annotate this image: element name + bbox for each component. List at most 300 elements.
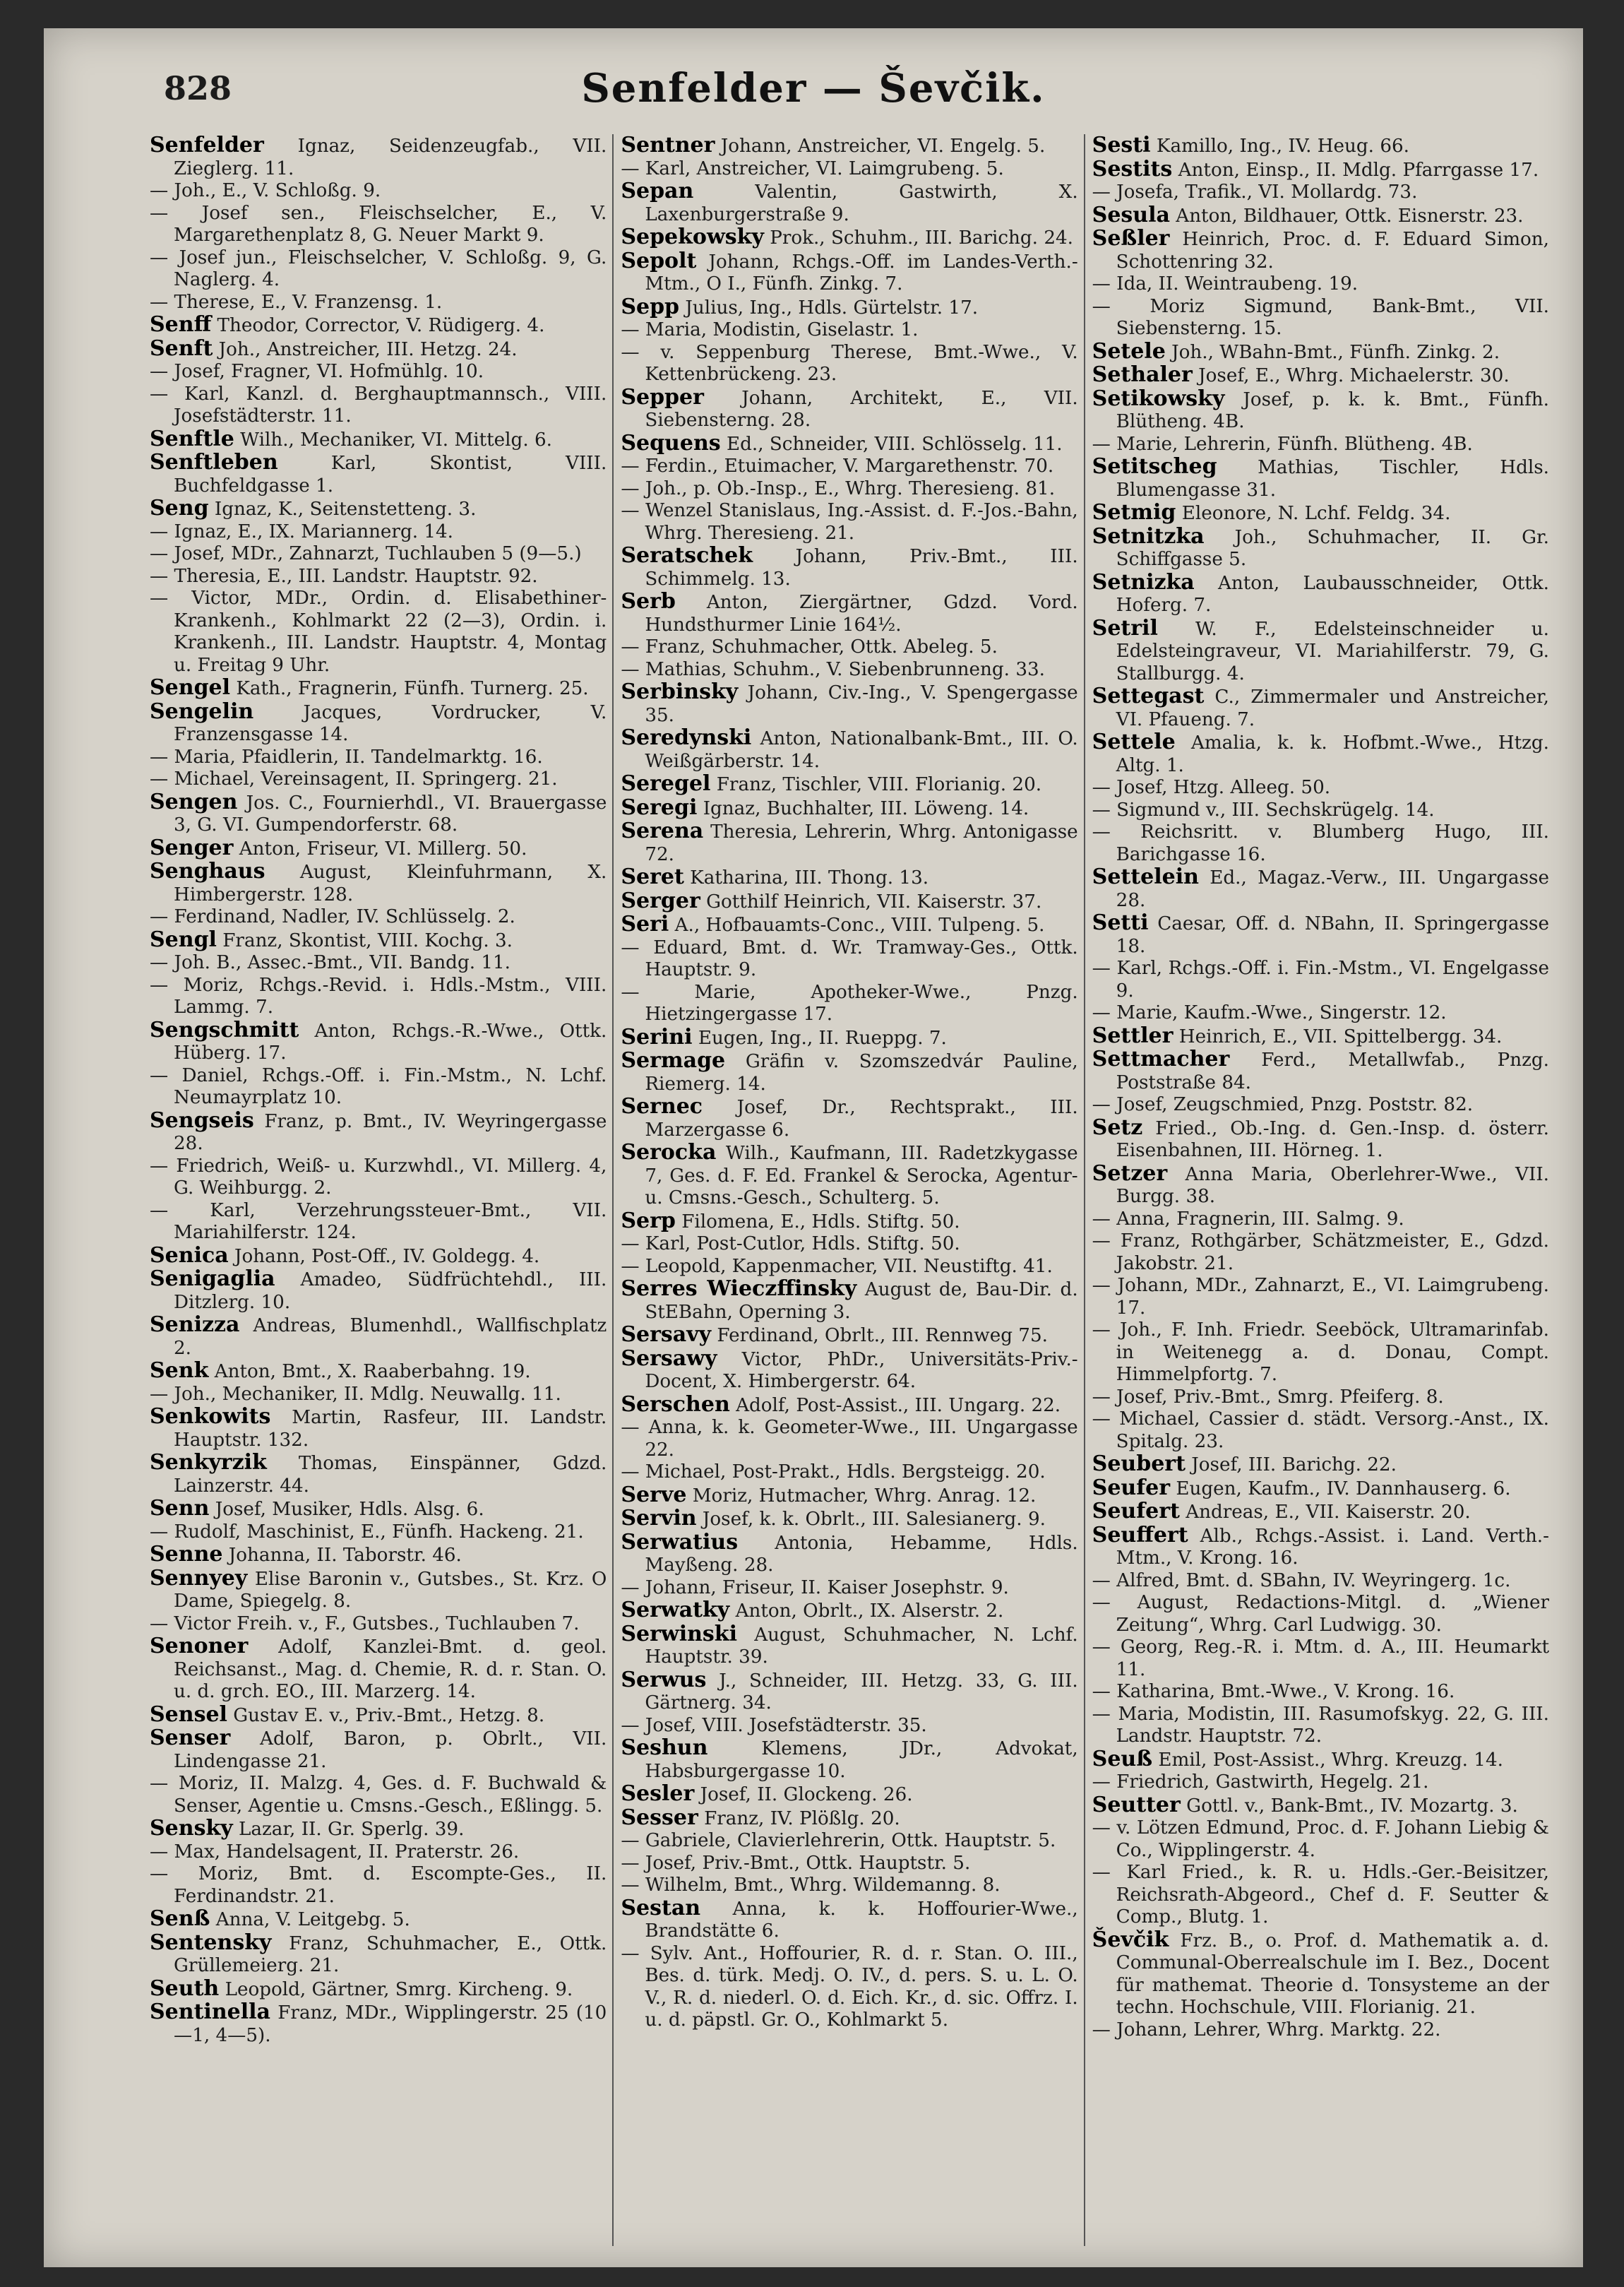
entry-text: Anton, Einsp., II. Mdlg. Pfarrgasse 17. <box>1178 159 1539 181</box>
entry-surname: Settegast <box>1092 684 1205 708</box>
entry-text: — Moriz, II. Malzg. 4, Ges. d. F. Buchwald & Senser, Agentie u. Cmsns.-Gesch., Eßlingg. 5. <box>150 1773 607 1817</box>
directory-entry <box>1092 388 1549 434</box>
directory-entry <box>1092 273 1549 296</box>
entry-surname: Setmig <box>1092 500 1176 525</box>
directory-entry <box>1092 1025 1549 1049</box>
directory-entry <box>1092 1704 1549 1748</box>
entry-text: Victor, PhDr., Universitäts-Priv.-Docent, X. Himbergerstr. 64. <box>645 1348 1078 1392</box>
directory-entry <box>621 773 1077 797</box>
directory-entry <box>150 292 607 314</box>
entry-surname: Serres Wieczffinsky <box>621 1276 857 1301</box>
directory-entry <box>1092 1160 1549 1208</box>
directory-entry <box>621 1830 1077 1853</box>
directory-entry <box>1092 1570 1549 1593</box>
entry-surname: Serocka <box>621 1140 717 1165</box>
entry-text: Moriz, Hutmacher, Whrg. Anrag. 12. <box>692 1485 1037 1507</box>
entry-text: Emil, Post-Assist., Whrg. Kreuzg. 14. <box>1158 1749 1503 1771</box>
entry-text: Ignaz, K., Seitenstetteng. 3. <box>214 499 477 520</box>
entry-text: — Wenzel Stanislaus, Ing.-Assist. d. F.-Jos.-Bahn, Whrg. Theresieng. 21. <box>621 500 1078 544</box>
entry-text: Theodor, Corrector, V. Rüdigerg. 4. <box>217 315 545 336</box>
entry-text: — Gabriele, Clavierlehrerin, Ottk. Hauptstr. 5. <box>621 1830 1056 1851</box>
entry-text: Franz, p. Bmt., IV. Weyringergasse 28. <box>174 1110 607 1154</box>
directory-entry <box>150 1863 607 1908</box>
entry-surname: Seufer <box>1092 1475 1171 1500</box>
entry-surname: Setikowsky <box>1092 386 1225 411</box>
entry-surname: Seret <box>621 865 684 889</box>
directory-entry <box>1092 821 1549 866</box>
directory-entry <box>621 1324 1077 1348</box>
directory-page <box>44 28 1583 2267</box>
entry-surname: Seuß <box>1092 1746 1153 1771</box>
entry-text: — Maria, Modistin, Giselastr. 1. <box>621 319 919 340</box>
entry-text: — Joh. B., Assec.-Bmt., VII. Bandg. 11. <box>150 952 511 973</box>
entry-text: Eugen, Kaufm., IV. Dannhauserg. 6. <box>1176 1478 1511 1499</box>
directory-entry <box>1092 1002 1549 1025</box>
entry-text: Ignaz, Seidenzeugfab., VII. Zieglerg. 11. <box>174 136 607 179</box>
directory-entry <box>150 837 607 861</box>
entry-surname: Sengen <box>150 789 238 814</box>
directory-entry <box>1092 134 1549 158</box>
entry-text: Eleonore, N. Lchf. Feldg. 34. <box>1181 503 1451 524</box>
entry-surname: Senß <box>150 1906 210 1931</box>
directory-entry <box>621 1461 1077 1484</box>
entry-text: — Josef, Priv.-Bmt., Ottk. Hauptstr. 5. <box>621 1852 971 1874</box>
entry-surname: Senkyrzik <box>150 1450 267 1475</box>
directory-entry <box>150 768 607 791</box>
directory-entry <box>1092 1117 1549 1163</box>
entry-surname: Sengschmitt <box>150 1017 299 1042</box>
directory-entry <box>150 975 607 1019</box>
entry-surname: Sersavy <box>621 1322 712 1347</box>
entry-text: — Maria, Pfaidlerin, II. Tandelmarktg. 16. <box>150 746 543 768</box>
entry-text: Gustav E. v., Priv.-Bmt., Hetzg. 8. <box>233 1704 545 1726</box>
entry-text: — Max, Handelsagent, II. Praterstr. 26. <box>150 1841 520 1863</box>
directory-entry <box>150 1019 607 1065</box>
entry-text: Franz, Skontist, VIII. Kochg. 3. <box>222 929 513 951</box>
entry-surname: Setitscheg <box>1092 454 1217 479</box>
entry-text: Ferdinand, Obrlt., III. Rennweg 75. <box>717 1325 1048 1346</box>
directory-entry <box>621 319 1077 342</box>
directory-entry <box>150 543 607 566</box>
directory-entry <box>621 134 1077 158</box>
entry-text: Johann, Priv.-Bmt., III. Schimmelg. 13. <box>645 546 1078 590</box>
directory-entry <box>150 1841 607 1864</box>
entry-text: — Moriz, Bmt. d. Escompte-Ges., II. Ferdinandstr. 21. <box>150 1863 607 1907</box>
entry-text: — Karl, Anstreicher, VI. Laimgrubeng. 5. <box>621 158 1004 179</box>
entry-text: Lazar, II. Gr. Sperlg. 39. <box>239 1819 465 1840</box>
entry-text: Gotthilf Heinrich, VII. Kaiserstr. 37. <box>706 891 1042 913</box>
entry-text: Andreas, E., VII. Kaiserstr. 20. <box>1186 1502 1471 1523</box>
entry-surname: Setzer <box>1092 1160 1168 1186</box>
entry-text: — Moriz, Rchgs.-Revid. i. Hdls.-Mstm., VIII. Lammg. 7. <box>150 974 607 1018</box>
entry-surname: Sengel <box>150 675 231 700</box>
directory-entry <box>621 478 1077 501</box>
directory-entry <box>621 342 1077 386</box>
directory-entry <box>150 1701 607 1728</box>
entry-surname: Sermage <box>621 1048 726 1073</box>
directory-entry <box>1092 296 1549 340</box>
entry-surname: Serp <box>621 1208 676 1233</box>
entry-surname: Senser <box>150 1725 231 1750</box>
entry-text: Heinrich, E., VII. Spittelbergg. 34. <box>1178 1026 1503 1047</box>
entry-surname: Setz <box>1092 1115 1143 1140</box>
directory-entry <box>1092 1319 1549 1386</box>
entry-surname: Senftle <box>150 426 234 451</box>
entry-text: — Karl, Rchgs.-Off. i. Fin.-Mstm., VI. Engelgasse 9. <box>1092 958 1549 1002</box>
entry-surname: Sepper <box>621 384 704 410</box>
directory-entry <box>150 335 607 362</box>
entry-surname: Serschen <box>621 1391 730 1417</box>
entry-surname: Sengl <box>150 927 217 952</box>
entry-text: — Eduard, Bmt. d. Wr. Tramway-Ges., Ottk. Hauptstr. 9. <box>621 937 1078 980</box>
directory-entry <box>1092 1094 1549 1117</box>
directory-entry <box>150 1773 607 1817</box>
directory-entry <box>1092 204 1549 228</box>
entry-text: Kamillo, Ing., IV. Heug. 66. <box>1156 136 1409 157</box>
entry-text: — Josef sen., Fleischselcher, E., V. Margarethenplatz 8, G. Neuer Markt 9. <box>150 202 607 246</box>
entry-surname: Sersawy <box>621 1346 717 1371</box>
directory-entry <box>621 1599 1077 1623</box>
directory-entry <box>150 1727 607 1773</box>
directory-entry <box>621 1210 1077 1234</box>
directory-entry <box>1092 340 1549 364</box>
entry-text: Anton, Bmt., X. Raaberbahng. 19. <box>214 1361 531 1382</box>
entry-text: August de, Bau-Dir. d. StEBahn, Operning 3. <box>645 1279 1078 1323</box>
directory-entry <box>150 1543 607 1567</box>
directory-entry <box>1092 1500 1549 1524</box>
directory-entry <box>621 180 1077 226</box>
directory-entry <box>150 791 607 837</box>
directory-entry <box>150 314 607 338</box>
directory-entry <box>150 1314 607 1360</box>
entry-surname: Seufert <box>1092 1499 1180 1523</box>
entry-text: — Joh., p. Ob.-Insp., E., Whrg. Theresieng. 81. <box>621 477 1056 499</box>
directory-entry <box>150 929 607 953</box>
directory-entry <box>621 797 1077 821</box>
entry-surname: Seubert <box>1092 1451 1186 1476</box>
entry-text: Amalia, k. k. Hofbmt.-Wwe., Htzg. Altg. 1. <box>1116 732 1549 776</box>
entry-text: — Karl Fried., k. R. u. Hdls.-Ger.-Beisitzer, Reichsrath-Abgeord., Chef d. F. Seutter & Comp., Blutg. 1. <box>1092 1862 1549 1927</box>
entry-text: Josef, E., Whrg. Michaelerstr. 30. <box>1198 365 1510 386</box>
entry-text: — Mathias, Schuhm., V. Siebenbrunneng. 33. <box>621 658 1045 680</box>
directory-entry <box>621 1095 1077 1141</box>
entry-text: Heinrich, Proc. d. F. Eduard Simon, Schottenring 32. <box>1116 229 1549 273</box>
directory-entry <box>1092 1048 1549 1094</box>
directory-entry <box>1092 731 1549 777</box>
entry-text: Joh., Anstreicher, III. Hetzg. 24. <box>218 338 518 360</box>
entry-text: — Franz, Schuhmacher, Ottk. Abeleg. 5. <box>621 636 998 658</box>
entry-surname: Seri <box>621 912 669 937</box>
directory-entry <box>1092 1453 1549 1477</box>
entry-text: — Anna, k. k. Geometer-Wwe., III. Ungargasse 22. <box>621 1417 1078 1461</box>
directory-entry <box>621 226 1077 250</box>
directory-entry <box>621 659 1077 682</box>
directory-entry <box>621 590 1077 636</box>
entry-text: — Michael, Cassier d. städt. Versorg.-Anst., IX. Spitalg. 23. <box>1092 1408 1549 1452</box>
entry-text: — Reichsritt. v. Blumberg Hugo, III. Barichgasse 16. <box>1092 821 1549 865</box>
directory-entry <box>150 1817 607 1841</box>
entry-text: — Daniel, Rchgs.-Off. i. Fin.-Mstm., N. Lchf. Neumayrplatz 10. <box>150 1064 607 1108</box>
directory-entry <box>621 1853 1077 1875</box>
entry-text: Wilh., Kaufmann, III. Radetzkygasse 7, Ges. d. F. Ed. Frankel & Serocka, Agentur- u. Cmsns.-Gesch., Schulterg. 5. <box>645 1143 1078 1208</box>
entry-text: — Josef, Htzg. Alleeg. 50. <box>1092 777 1331 798</box>
entry-text: — Karl, Post-Cutlor, Hdls. Stiftg. 50. <box>621 1233 960 1254</box>
entry-text: — Marie, Apotheker-Wwe., Pnzg. Hietzingergasse 17. <box>621 981 1078 1025</box>
directory-entry <box>621 1577 1077 1600</box>
directory-entry <box>1092 1794 1549 1818</box>
entry-text: Amadeo, Südfrüchtehdl., III. Ditzlerg. 10. <box>174 1269 607 1313</box>
entry-text: — Ferdinand, Nadler, IV. Schlüsselg. 2. <box>150 906 515 927</box>
directory-entry <box>621 1050 1077 1095</box>
directory-entry <box>621 820 1077 866</box>
directory-entry <box>150 203 607 247</box>
directory-entry <box>1092 434 1549 456</box>
directory-entry <box>621 727 1077 773</box>
directory-entry <box>1092 182 1549 204</box>
directory-entry <box>1092 571 1549 617</box>
directory-entry <box>621 386 1077 432</box>
directory-entry <box>1092 1929 1549 2019</box>
directory-entry <box>621 1783 1077 1807</box>
directory-entry <box>621 1875 1077 1897</box>
directory-entry <box>150 1497 607 1521</box>
entry-surname: Sernec <box>621 1094 703 1119</box>
entry-text: — Alfred, Bmt. d. SBahn, IV. Weyringerg. 1c. <box>1092 1569 1511 1591</box>
directory-entry <box>150 952 607 975</box>
running-head: Senfelder — Ševčik. <box>581 65 1046 112</box>
directory-entry <box>1092 866 1549 912</box>
directory-entry <box>150 1567 607 1613</box>
entry-text: W. F., Edelsteinschneider u. Edelsteingraveur, VI. Mariahilferstr. 79, G. Stallburgg. 4. <box>1116 618 1549 684</box>
entry-text: Adolf, Post-Assist., III. Ungarg. 22. <box>736 1394 1061 1416</box>
directory-entry <box>150 1360 607 1384</box>
entry-text: Anna, V. Leitgebg. 5. <box>215 1909 410 1930</box>
directory-entry <box>621 500 1077 545</box>
entry-text: — Ida, II. Weintraubeng. 19. <box>1092 273 1359 295</box>
entry-surname: Sestan <box>621 1895 701 1920</box>
entry-text: Adolf, Kanzlei-Bmt. d. geol. Reichsanst., Mag. d. Chemie, R. d. r. Stan. O. u. d. grch. EO., III. Marzerg. 14. <box>174 1636 607 1702</box>
entry-text: Franz, MDr., Wipplingerstr. 25 (10—1, 4—5). <box>174 2002 607 2046</box>
directory-entry <box>621 1807 1077 1831</box>
directory-entry <box>1092 525 1549 571</box>
entry-text: — Ignaz, E., IX. Mariannerg. 14. <box>150 521 454 542</box>
entry-surname: Senizza <box>150 1312 240 1337</box>
directory-entry <box>621 545 1077 590</box>
directory-entry <box>621 913 1077 937</box>
entry-surname: Sensky <box>150 1816 233 1841</box>
entry-surname: Senger <box>150 835 234 860</box>
entry-text: Josef, III. Barichg. 22. <box>1191 1454 1397 1475</box>
directory-entry <box>150 180 607 203</box>
entry-text: — Wilhelm, Bmt., Whrg. Wildemanng. 8. <box>621 1875 1001 1896</box>
entry-surname: Sepp <box>621 294 680 319</box>
entry-surname: Sennyey <box>150 1565 248 1591</box>
entry-text: Caesar, Off. d. NBahn, II. Springergasse 18. <box>1116 913 1549 957</box>
entry-surname: Senoner <box>150 1634 249 1658</box>
entry-surname: Senff <box>150 312 212 337</box>
entry-surname: Sentinella <box>150 2000 270 2024</box>
directory-entry <box>1092 1524 1549 1570</box>
directory-entry <box>621 636 1077 659</box>
directory-entry <box>621 681 1077 727</box>
entry-text: Wilh., Mechaniker, VI. Mittelg. 6. <box>240 429 552 451</box>
entry-surname: Sestits <box>1092 156 1173 182</box>
entry-surname: Sengseis <box>150 1107 254 1133</box>
directory-entry <box>621 1233 1077 1256</box>
directory-entry <box>621 1026 1077 1050</box>
entry-text: Franz, Tischler, VIII. Florianig. 20. <box>716 774 1042 795</box>
entry-text: — Georg, Reg.-R. i. Mtm. d. A., III. Heumarkt 11. <box>1092 1636 1549 1680</box>
entry-surname: Serb <box>621 589 676 614</box>
directory-entry <box>150 134 607 180</box>
entry-text: — Michael, Post-Prakt., Hdls. Bergsteigg. 20. <box>621 1461 1046 1483</box>
entry-text: Josef, Dr., Rechtsprakt., III. Marzergasse 6. <box>645 1097 1078 1141</box>
directory-entry <box>1092 364 1549 388</box>
entry-surname: Sentner <box>621 134 715 158</box>
directory-entry <box>1092 685 1549 731</box>
directory-entry <box>150 1978 607 2002</box>
directory-entry <box>150 521 607 544</box>
directory-entry <box>1092 158 1549 182</box>
entry-text: — Theresia, E., III. Landstr. Hauptstr. 92. <box>150 565 538 587</box>
entry-text: Leopold, Gärtner, Smrg. Kircheng. 9. <box>225 1978 573 2000</box>
directory-entry <box>1092 227 1549 273</box>
entry-surname: Ševčik <box>1092 1927 1169 1952</box>
directory-entry <box>150 497 607 521</box>
directory-entry <box>1092 1230 1549 1275</box>
entry-text: Anna, k. k. Hoffourier-Wwe., Brandstätte 6. <box>645 1898 1078 1942</box>
entry-text: — Leopold, Kappenmacher, VII. Neustiftg. 41. <box>621 1255 1053 1277</box>
directory-entry <box>1092 1275 1549 1319</box>
entry-text: Adolf, Baron, p. Obrlt., VII. Lindengasse 21. <box>174 1728 607 1772</box>
entry-surname: Seregel <box>621 771 711 796</box>
entry-text: Antonia, Hebamme, Hdls. Mayßeng. 28. <box>645 1532 1078 1576</box>
entry-surname: Settelein <box>1092 865 1199 889</box>
entry-surname: Senkowits <box>150 1404 271 1429</box>
directory-entry <box>150 1107 607 1156</box>
column-3 <box>1092 134 1555 2246</box>
entry-text: Josef, k. k. Obrlt., III. Salesianerg. 9. <box>702 1509 1046 1530</box>
entry-surname: Sepekowsky <box>621 225 764 249</box>
entry-text: — v. Seppenburg Therese, Bmt.-Wwe., V. Kettenbrückeng. 23. <box>621 341 1078 385</box>
directory-entry <box>621 1623 1077 1669</box>
entry-surname: Senft <box>150 335 213 361</box>
directory-entry <box>1092 1592 1549 1636</box>
directory-entry <box>1092 1636 1549 1681</box>
entry-text: Filomena, E., Hdls. Stiftg. 50. <box>681 1211 960 1232</box>
entry-text: — Victor, MDr., Ordin. d. Elisabethiner-Krankenh., Kohlmarkt 22 (2—3), Ordin. i. Krankenh., III. Landstr. Hauptstr. 4, Montag u. Freitag 9 Uhr. <box>150 588 607 676</box>
directory-entry <box>150 1635 607 1704</box>
entry-surname: Serwinski <box>621 1621 737 1646</box>
directory-entry <box>1092 617 1549 686</box>
entry-text: — Sigmund v., III. Sechskrügelg. 14. <box>1092 799 1435 821</box>
entry-surname: Senn <box>150 1496 210 1521</box>
entry-text: Ed., Schneider, VIII. Schlösselg. 11. <box>726 433 1063 455</box>
entry-text: Mathias, Tischler, Hdls. Blumengasse 31. <box>1116 457 1549 501</box>
entry-text: — Therese, E., V. Franzensg. 1. <box>150 291 443 313</box>
entry-text: Johann, Anstreicher, VI. Engelg. 5. <box>720 136 1046 157</box>
entry-text: Anton, Friseur, VI. Millerg. 50. <box>239 838 527 860</box>
directory-entry <box>150 701 607 747</box>
entry-text: Anton, Nationalbank-Bmt., III. O. Weißgärberstr. 14. <box>645 728 1078 772</box>
directory-entry <box>621 1715 1077 1737</box>
entry-text: — Marie, Lehrerin, Fünfh. Blütheng. 4B. <box>1092 433 1473 455</box>
entry-surname: Senigaglia <box>150 1266 275 1291</box>
entry-text: Johanna, II. Taborstr. 46. <box>228 1545 462 1566</box>
directory-entry <box>1092 1681 1549 1704</box>
entry-surname: Setnitzka <box>1092 523 1205 549</box>
directory-entry <box>1092 958 1549 1002</box>
entry-text: — Friedrich, Weiß- u. Kurzwhdl., VI. Millerg. 4, G. Weihburgg. 2. <box>150 1155 607 1199</box>
entry-text: Ferd., Metallwfab., Pnzg. Poststraße 84. <box>1116 1050 1549 1093</box>
entry-text: Ed., Magaz.-Verw., III. Ungargasse 28. <box>1116 867 1549 911</box>
directory-entry <box>1092 1817 1549 1862</box>
directory-entry <box>1092 501 1549 525</box>
directory-entry <box>621 158 1077 181</box>
entry-text: A., Hofbauamts-Conc., VIII. Tulpeng. 5. <box>674 915 1045 936</box>
entry-surname: Setele <box>1092 338 1166 364</box>
directory-entry <box>150 2001 607 2047</box>
entry-surname: Seutter <box>1092 1792 1181 1817</box>
entry-text: — Johann, Lehrer, Whrg. Marktg. 22. <box>1092 2019 1441 2041</box>
entry-surname: Seuth <box>150 1976 220 2001</box>
directory-entry <box>1092 2019 1549 2042</box>
entry-text: — Josef, Fragner, VI. Hofmühlg. 10. <box>150 361 484 382</box>
directory-entry <box>1092 1408 1549 1453</box>
entry-surname: Seßler <box>1092 226 1170 251</box>
directory-entry <box>1092 1862 1549 1929</box>
entry-text: Gräfin v. Szomszedvár Pauline, Riemerg. 14. <box>645 1051 1078 1095</box>
directory-entry <box>1092 1386 1549 1409</box>
entry-surname: Senghaus <box>150 859 265 884</box>
entry-surname: Serve <box>621 1482 687 1507</box>
entry-surname: Seredynski <box>621 725 752 750</box>
entry-text: August, Kleinfuhrmann, X. Himbergerstr. 128. <box>174 862 607 905</box>
directory-entry <box>621 250 1077 296</box>
entry-surname: Seuffert <box>1092 1522 1188 1548</box>
directory-entry <box>621 1943 1077 2032</box>
entry-text: Anna Maria, Oberlehrer-Wwe., VII. Burgg. 38. <box>1116 1163 1549 1207</box>
entry-text: — Franz, Rothgärber, Schätzmeister, E., Gdzd. Jakobstr. 21. <box>1092 1230 1549 1274</box>
entry-surname: Setti <box>1092 910 1149 935</box>
directory-entry <box>621 982 1077 1026</box>
entry-surname: Setril <box>1092 615 1158 641</box>
entry-text: Johann, Civ.-Ing., V. Spengergasse 35. <box>645 682 1078 726</box>
entry-text: Karl, Skontist, VIII. Buchfeldgasse 1. <box>174 453 607 497</box>
entry-text: Thomas, Einspänner, Gdzd. Lainzerstr. 44. <box>174 1453 607 1497</box>
directory-entry <box>1092 1477 1549 1501</box>
directory-entry <box>1092 456 1549 501</box>
directory-entry <box>150 1451 607 1497</box>
entry-surname: Serger <box>621 888 700 913</box>
entry-text: Anton, Bildhauer, Ottk. Eisnerstr. 23. <box>1176 205 1524 227</box>
directory-entry <box>150 860 607 906</box>
directory-entry <box>150 247 607 292</box>
entry-text: — v. Lötzen Edmund, Proc. d. F. Johann Liebig & Co., Wipplingerstr. 4. <box>1092 1817 1549 1861</box>
directory-entry <box>150 428 607 452</box>
entry-surname: Setnizka <box>1092 569 1195 595</box>
directory-entry <box>621 1897 1077 1943</box>
entry-text: — Johann, Friseur, II. Kaiser Josephstr. 9. <box>621 1576 1009 1598</box>
entry-text: J., Schneider, III. Hetzg. 33, G. III. Gärtnerg. 34. <box>645 1670 1078 1713</box>
entry-surname: Serbinsky <box>621 679 739 704</box>
directory-entry <box>621 1278 1077 1324</box>
entry-text: — Victor Freih. v., F., Gutsbes., Tuchlauben 7. <box>150 1612 580 1634</box>
entry-text: Franz, Schuhmacher, E., Ottk. Grüllemeierg. 21. <box>174 1932 607 1976</box>
entry-text: Eugen, Ing., II. Rueppg. 7. <box>698 1027 947 1049</box>
entry-text: Alb., Rchgs.-Assist. i. Land. Verth.-Mtm., V. Krong. 16. <box>1116 1525 1549 1569</box>
directory-entry <box>150 1242 607 1269</box>
